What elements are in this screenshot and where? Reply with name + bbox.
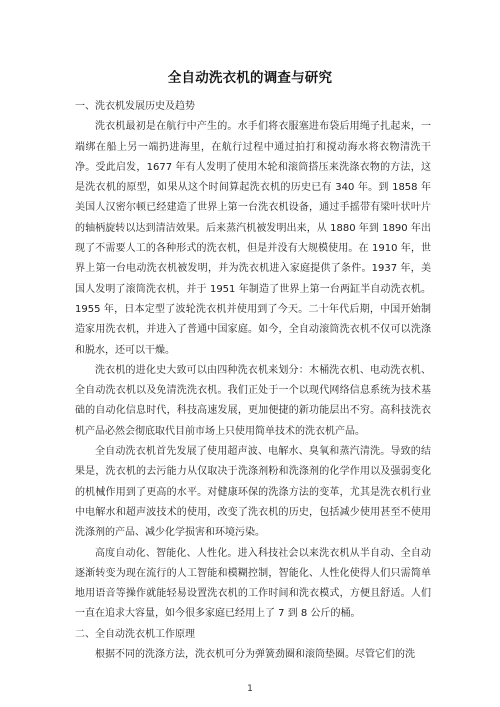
page-number: 1 [247, 684, 253, 694]
section-heading-principle: 二、全自动洗衣机工作原理 [75, 628, 195, 640]
document-body [75, 97, 431, 665]
paragraph: 根据不同的洗涤方法，洗衣机可分为弹簧劲圈和滚筒垫圈。尽管它们的洗 [95, 649, 415, 661]
section-heading-history: 一、洗衣机发展历史及趋势 [75, 101, 195, 112]
paragraph: 洗衣机最初是在航行中产生的。水手们将衣服塞进布袋后用绳子扎起来，一端绑在船上另一端扔进海里，在航行过程中通过拍打和搅动海水将衣物清洗干净。受此启发，1677 年有人发明了使用木轮和滚筒搭压来洗涤衣物的方法，这是洗衣机的原型，如果从这个时间算起洗衣机的历史已有 340 年。到 1858 年美国人汉密尔顿已经建造了世界上第一台洗衣机设备，通过手摇带有梁叶状叶片的轴柄旋转以达到清洁效果。后来蒸汽机被发明出来，从 1880 年到 1890 年出现了不需要人工的各种形式的洗衣机，但是并没有大规模使用。在 1910 年，世界上第一台电动洗衣机被发明，并为洗衣机进入家庭提供了条件。1937 年，美国人发明了滚筒洗衣机，并于 1951 年制造了世界上第一台两缸半自动洗衣机。1955 年，日本定型了波轮洗衣机并使用到了今天。二十年代后期，中国开始制造家用洗衣机，并进入了普通中国家庭。如今，全自动滚筒洗衣机不仅可以洗涤和脱水，还可以干燥。 [75, 121, 431, 356]
paragraph: 全自动洗衣机首先发展了使用超声波、电解水、臭氧和蒸汽清洗。导致的结果是，洗衣机的去污能力从仅取决于洗涤剂粉和洗涤剂的化学作用以及强弱变化的机械作用到了更高的水平。对健康环保的洗涤方法的变革，尤其是洗衣机行业中电解水和超声波技术的使用，改变了洗衣机的历史，包括减少使用甚至不使用洗涤剂的产品、减少化学损害和环境污染。 [75, 446, 431, 539]
paragraph: 高度自动化、智能化、人性化。进入科技社会以来洗衣机从半自动、全自动逐渐转变为现在流行的人工智能和模糊控制，智能化、人性化使得人们只需简单地用语音等操作就能轻易设置洗衣机的工作时间和洗衣模式，方便且舒适。人们一直在追求大容量，如今很多家庭已经用上了 7 到 8 公斤的桶。 [75, 547, 431, 620]
paragraph: 洗衣机的进化史大致可以由四种洗衣机来划分：木桶洗衣机、电动洗衣机、全自动洗衣机以及免清洗洗衣机。我们正处于一个以现代网络信息系统为技术基础的自动化信息时代，科技高速发展，更加便捷的新功能层出不穷。高科技洗衣机产品必然会彻底取代目前市场上只使用简单技术的洗衣机产品。 [75, 364, 431, 437]
document-title: 全自动洗衣机的调查与研究 [167, 70, 333, 86]
